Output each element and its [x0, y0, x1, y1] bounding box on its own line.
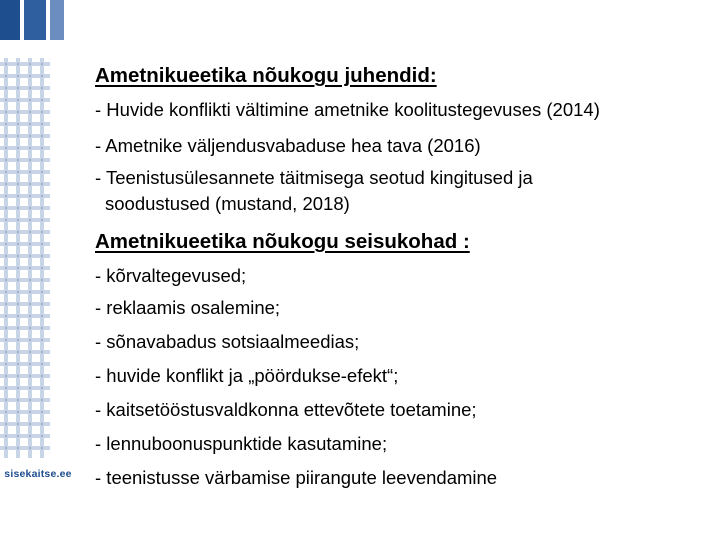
list-item: - lennuboonuspunktide kasutamine; [95, 433, 388, 454]
interlocking-cross-pattern-icon [0, 58, 50, 458]
list-item-continuation: soodustused (mustand, 2018) [105, 193, 350, 214]
list-item: - Huvide konflikti vältimine ametnike koolitustegevuses (2014) [95, 99, 600, 120]
list-item: - reklaamis osalemine; [95, 297, 281, 318]
list-item: - kõrvaltegevused; [95, 265, 247, 286]
list-item: - sõnavabadus sotsiaalmeedias; [95, 331, 360, 352]
section-heading-positions: Ametnikueetika nõukogu seisukohad : [95, 230, 470, 253]
list-item: - huvide konflikt ja „pöördukse-efekt“; [95, 365, 399, 386]
side-decoration [0, 0, 75, 540]
list-item: - teenistusse värbamise piirangute leevendamine [95, 467, 498, 488]
list-item: - Ametnike väljendusvabaduse hea tava (2016) [95, 135, 481, 156]
list-item: - kaitsetööstusvaldkonna ettevõtete toetamine; [95, 399, 477, 420]
brand-text[interactable]: sisekaitse.ee [4, 468, 72, 480]
list-item: - Teenistusülesannete täitmisega seotud kingitused ja [95, 167, 533, 188]
header-blocks [0, 0, 75, 58]
section-heading-guidelines: Ametnikueetika nõukogu juhendid: [95, 64, 437, 87]
